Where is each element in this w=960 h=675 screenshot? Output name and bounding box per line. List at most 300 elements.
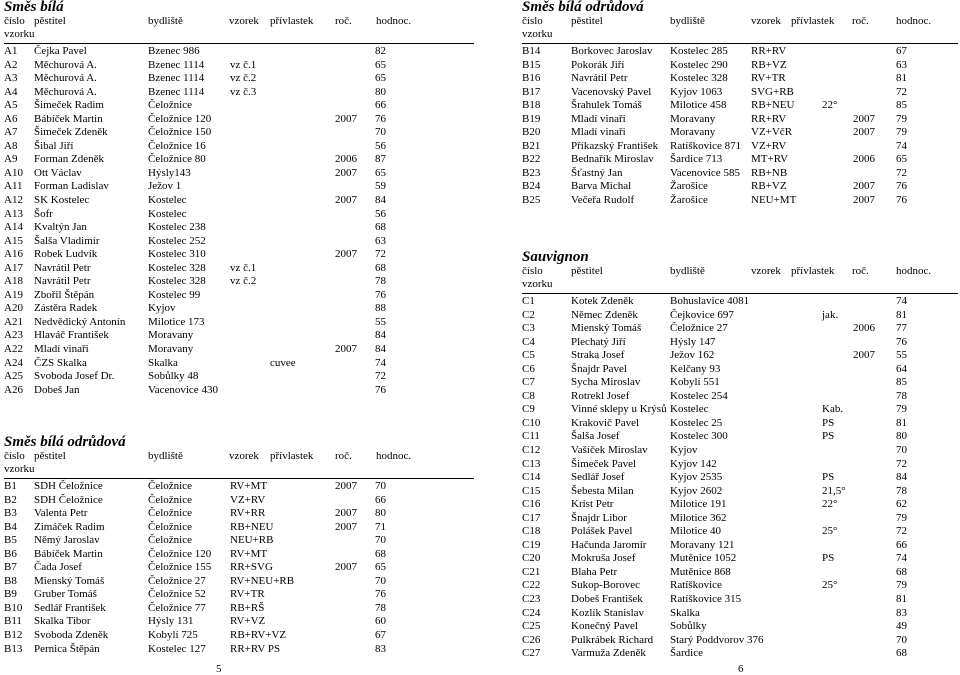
col-pestitel-header: pěstitel xyxy=(34,450,66,462)
table-row xyxy=(4,262,474,276)
section-sauvignon xyxy=(522,250,958,661)
table-row xyxy=(4,561,474,575)
cell-bydliste: Kyjov 2535 xyxy=(670,471,723,484)
cell-hodnoc: 70 xyxy=(896,444,907,457)
cell-cislo: B14 xyxy=(522,45,541,57)
cell-bydliste: Moravany 121 xyxy=(670,538,735,551)
cell-pestitel: Skalka Tibor xyxy=(34,615,91,628)
cell-hodnoc: 70 xyxy=(375,126,386,139)
cell-pestitel: Mladí vinaři xyxy=(571,126,626,139)
cell-vzorek: RR+RV PS xyxy=(230,642,281,655)
table-row xyxy=(522,349,958,363)
table-row xyxy=(4,507,474,521)
cell-bydliste: Kostelec 310 xyxy=(148,248,206,261)
table-row xyxy=(522,99,958,113)
table-row xyxy=(4,99,474,113)
section-title: Sauvignon xyxy=(522,249,589,265)
table-row xyxy=(522,620,958,634)
table-row xyxy=(522,59,958,73)
col-roc-header: roč. xyxy=(852,15,869,27)
cell-bydliste: Kostelec 328 xyxy=(148,261,206,274)
cell-hodnoc: 76 xyxy=(896,335,907,348)
col-privlastek-header: přívlastek xyxy=(270,15,314,27)
col-privlastek-header: přívlastek xyxy=(791,265,835,277)
cell-cislo: A21 xyxy=(4,315,23,328)
cell-pestitel: Pernica Štěpán xyxy=(34,642,100,655)
cell-hodnoc: 68 xyxy=(896,565,907,578)
cell-pestitel: SDH Čeložnice xyxy=(34,493,103,506)
cell-hodnoc: 85 xyxy=(896,99,907,112)
table-row xyxy=(522,167,958,181)
cell-cislo: A2 xyxy=(4,58,18,71)
table-row xyxy=(4,235,474,249)
cell-privlastek: 21,5° xyxy=(822,484,846,497)
cell-pestitel: Sycha Miroslav xyxy=(571,376,641,389)
cell-cislo: A13 xyxy=(4,207,23,220)
cell-bydliste: Kobylí 551 xyxy=(670,376,720,389)
cell-bydliste: Kostelec 99 xyxy=(148,288,201,301)
cell-hodnoc: 76 xyxy=(375,588,386,601)
cell-cislo: B12 xyxy=(4,629,23,642)
cell-hodnoc: 71 xyxy=(375,520,386,533)
cell-pestitel: Mienský Tomáš xyxy=(34,574,105,587)
cell-cislo: B16 xyxy=(522,72,541,85)
table-row xyxy=(4,384,474,398)
cell-roc: 2007 xyxy=(335,561,357,574)
cell-privlastek: 25° xyxy=(822,579,838,592)
cell-bydliste: Čeložnice 120 xyxy=(148,547,212,560)
cell-pestitel: Vašíček Miroslav xyxy=(571,444,648,457)
cell-cislo: C17 xyxy=(522,511,541,524)
cell-cislo: C20 xyxy=(522,552,541,565)
cell-bydliste: Mutěnice 1052 xyxy=(670,552,737,565)
cell-cislo: C9 xyxy=(522,403,535,416)
cell-pestitel: Zbořil Štěpán xyxy=(34,288,95,301)
table-row xyxy=(4,59,474,73)
cell-roc: 2007 xyxy=(853,112,875,125)
cell-hodnoc: 72 xyxy=(375,370,386,383)
cell-pestitel: Rotrekl Josef xyxy=(571,389,630,402)
cell-bydliste: Žarošice xyxy=(670,194,708,207)
cell-hodnoc: 56 xyxy=(375,139,386,152)
cell-pestitel: Pulkrábek Richard xyxy=(571,633,654,646)
table-row xyxy=(522,180,958,194)
table-row xyxy=(522,539,958,553)
cell-hodnoc: 59 xyxy=(375,180,386,193)
cell-bydliste: Čeložnice 80 xyxy=(148,153,206,166)
cell-roc: 2007 xyxy=(853,126,875,139)
cell-vzorek: VZ+RV xyxy=(751,139,787,152)
cell-hodnoc: 63 xyxy=(375,234,386,247)
cell-cislo: B25 xyxy=(522,194,541,207)
cell-bydliste: Čeložnice xyxy=(148,99,192,112)
table-row xyxy=(4,72,474,86)
cell-hodnoc: 84 xyxy=(375,343,386,356)
cell-cislo: C16 xyxy=(522,498,541,511)
cell-cislo: A15 xyxy=(4,234,23,247)
cell-cislo: B3 xyxy=(4,507,17,520)
cell-hodnoc: 72 xyxy=(896,166,907,179)
cell-pestitel: Šalša Vladimír xyxy=(34,234,100,247)
col-cislo-header: číslo xyxy=(4,450,25,462)
cell-roc: 2007 xyxy=(335,507,357,520)
cell-cislo: A22 xyxy=(4,343,23,356)
cell-hodnoc: 79 xyxy=(896,126,907,139)
cell-pestitel: Šimeček Radim xyxy=(34,99,104,112)
cell-bydliste: Hýsly 147 xyxy=(670,335,716,348)
cell-pestitel: Bábíček Martin xyxy=(34,547,103,560)
cell-hodnoc: 74 xyxy=(896,295,907,307)
cell-bydliste: Ježov 1 xyxy=(148,180,182,193)
cell-cislo: B24 xyxy=(522,180,541,193)
cell-cislo: C11 xyxy=(522,430,540,443)
cell-vzorek: RR+RV xyxy=(751,112,787,125)
table-row xyxy=(522,593,958,607)
cell-pestitel: ČZS Skalka xyxy=(34,356,87,369)
cell-hodnoc: 76 xyxy=(896,180,907,193)
cell-pestitel: Barva Michal xyxy=(571,180,632,193)
cell-bydliste: Čeložnice 155 xyxy=(148,561,212,574)
cell-pestitel: Zimáček Radim xyxy=(34,520,105,533)
col-vzorek-header: vzorek xyxy=(229,15,259,27)
col-cislo-header-line2: vzorku xyxy=(522,278,553,290)
cell-pestitel: Bednařík Miroslav xyxy=(571,153,654,166)
cell-vzorek: RV+VZ xyxy=(230,615,266,628)
col-cislo-header-line2: vzorku xyxy=(4,463,35,475)
cell-pestitel: Krist Petr xyxy=(571,498,614,511)
cell-cislo: A14 xyxy=(4,221,23,234)
cell-bydliste: Čeložnice 27 xyxy=(670,322,728,335)
cell-hodnoc: 84 xyxy=(375,194,386,207)
cell-bydliste: Kyjov 1063 xyxy=(670,85,723,98)
cell-cislo: B1 xyxy=(4,480,17,492)
cell-hodnoc: 72 xyxy=(375,248,386,261)
col-cislo-header-line2: vzorku xyxy=(522,28,553,40)
cell-cislo: A19 xyxy=(4,288,23,301)
cell-roc: 2007 xyxy=(853,194,875,207)
cell-bydliste: Bzenec 1114 xyxy=(148,58,205,71)
cell-cislo: C7 xyxy=(522,376,535,389)
cell-pestitel: Plechatý Jiří xyxy=(571,335,626,348)
cell-vzorek: RB+NEU xyxy=(230,520,274,533)
cell-bydliste: Kostelec 252 xyxy=(148,234,206,247)
header-rule xyxy=(522,43,958,44)
col-privlastek-header: přívlastek xyxy=(791,15,835,27)
table-row xyxy=(522,485,958,499)
cell-pestitel: Měchurová A. xyxy=(34,58,97,71)
cell-cislo: B7 xyxy=(4,561,17,574)
cell-hodnoc: 81 xyxy=(896,72,907,85)
col-privlastek-header: přívlastek xyxy=(270,450,314,462)
table-row xyxy=(522,322,958,336)
table-row xyxy=(522,403,958,417)
cell-privlastek: PS xyxy=(822,430,835,443)
cell-vzorek: vz č.3 xyxy=(230,85,257,98)
cell-pestitel: Bábíček Martin xyxy=(34,112,103,125)
cell-cislo: A10 xyxy=(4,166,23,179)
cell-pestitel: Straka Josef xyxy=(571,349,625,362)
cell-cislo: B20 xyxy=(522,126,541,139)
cell-roc: 2007 xyxy=(335,194,357,207)
table-row xyxy=(522,86,958,100)
cell-privlastek: 22° xyxy=(822,99,838,112)
table-row xyxy=(522,140,958,154)
cell-bydliste: Moravany xyxy=(670,126,716,139)
cell-bydliste: Kyjov 2602 xyxy=(670,484,723,497)
cell-bydliste: Čeložnice 16 xyxy=(148,139,206,152)
cell-cislo: C3 xyxy=(522,322,535,335)
cell-privlastek: Kab. xyxy=(822,403,844,416)
cell-bydliste: Čeložnice 150 xyxy=(148,126,212,139)
cell-pestitel: Navrátil Petr xyxy=(34,261,91,274)
col-pestitel-header: pěstitel xyxy=(571,265,603,277)
col-bydliste-header: bydliště xyxy=(670,265,705,277)
cell-roc: 2007 xyxy=(335,480,357,492)
cell-bydliste: Šardice xyxy=(670,647,703,660)
cell-cislo: C18 xyxy=(522,525,541,538)
cell-hodnoc: 78 xyxy=(375,275,386,288)
cell-bydliste: Milotice 191 xyxy=(670,498,727,511)
col-pestitel-header: pěstitel xyxy=(571,15,603,27)
cell-cislo: A4 xyxy=(4,85,18,98)
cell-bydliste: Kostelec 254 xyxy=(670,389,728,402)
cell-hodnoc: 65 xyxy=(375,166,386,179)
cell-hodnoc: 74 xyxy=(896,552,907,565)
cell-cislo: C22 xyxy=(522,579,541,592)
cell-cislo: C6 xyxy=(522,362,535,375)
cell-pestitel: Šalša Josef xyxy=(571,430,620,443)
cell-pestitel: Čada Josef xyxy=(34,561,82,574)
cell-pestitel: SDH Čeložnice xyxy=(34,480,103,492)
cell-hodnoc: 49 xyxy=(896,620,907,633)
cell-hodnoc: 68 xyxy=(375,261,386,274)
table-row xyxy=(4,615,474,629)
cell-bydliste: Kostelec 127 xyxy=(148,642,206,655)
cell-vzorek: RV+TR xyxy=(230,588,265,601)
table-row xyxy=(4,167,474,181)
wine-table xyxy=(522,295,958,661)
col-cislo-header: číslo xyxy=(4,15,25,27)
cell-cislo: B15 xyxy=(522,58,541,71)
cell-hodnoc: 80 xyxy=(375,85,386,98)
table-row xyxy=(4,180,474,194)
cell-hodnoc: 60 xyxy=(375,615,386,628)
cell-vzorek: RR+SVG xyxy=(230,561,273,574)
cell-bydliste: Bzenec 1114 xyxy=(148,85,205,98)
cell-roc: 2006 xyxy=(853,322,875,335)
cell-bydliste: Skalka xyxy=(148,356,178,369)
cell-bydliste: Čeložnice 27 xyxy=(148,574,206,587)
cell-bydliste: Bzenec 1114 xyxy=(148,72,205,85)
cell-pestitel: Šnajdr Libor xyxy=(571,511,627,524)
cell-bydliste: Kelčany 93 xyxy=(670,362,721,375)
cell-hodnoc: 66 xyxy=(375,493,386,506)
cell-pestitel: Varmuža Zdeněk xyxy=(571,647,646,660)
table-row xyxy=(4,494,474,508)
cell-hodnoc: 81 xyxy=(896,416,907,429)
col-cislo-header: číslo xyxy=(522,265,543,277)
table-row xyxy=(522,295,958,309)
cell-bydliste: Hýsly143 xyxy=(148,166,191,179)
cell-hodnoc: 68 xyxy=(375,547,386,560)
table-row xyxy=(522,444,958,458)
cell-hodnoc: 72 xyxy=(896,525,907,538)
cell-cislo: C2 xyxy=(522,308,535,321)
col-vzorek-header: vzorek xyxy=(751,15,781,27)
cell-cislo: A20 xyxy=(4,302,23,315)
cell-bydliste: Čeložnice xyxy=(148,520,192,533)
cell-cislo: A24 xyxy=(4,356,23,369)
col-cislo-header: číslo xyxy=(522,15,543,27)
cell-cislo: C14 xyxy=(522,471,541,484)
cell-cislo: B13 xyxy=(4,642,23,655)
col-bydliste-header: bydliště xyxy=(148,15,183,27)
cell-privlastek: cuvee xyxy=(270,356,296,369)
cell-cislo: B10 xyxy=(4,601,23,614)
table-row xyxy=(4,126,474,140)
cell-cislo: B9 xyxy=(4,588,17,601)
cell-hodnoc: 85 xyxy=(896,376,907,389)
cell-pestitel: Večeřa Rudolf xyxy=(571,194,635,207)
cell-hodnoc: 84 xyxy=(896,471,907,484)
cell-cislo: A8 xyxy=(4,139,18,152)
cell-bydliste: Hýsly 131 xyxy=(148,615,194,628)
cell-bydliste: Čeložnice xyxy=(148,507,192,520)
cell-bydliste: Kostelec 300 xyxy=(670,430,728,443)
cell-cislo: A18 xyxy=(4,275,23,288)
cell-bydliste: Čeložnice 52 xyxy=(148,588,206,601)
cell-hodnoc: 79 xyxy=(896,511,907,524)
col-pestitel-header: pěstitel xyxy=(34,15,66,27)
cell-vzorek: VZ+RV xyxy=(230,493,266,506)
page-number: 6 xyxy=(738,663,744,675)
table-row xyxy=(522,512,958,526)
cell-pestitel: Příkazský František xyxy=(571,139,659,152)
table-row xyxy=(4,248,474,262)
cell-pestitel: Valenta Petr xyxy=(34,507,88,520)
cell-roc: 2006 xyxy=(335,153,357,166)
cell-pestitel: Šimeček Pavel xyxy=(571,457,637,470)
table-row xyxy=(4,343,474,357)
cell-pestitel: Krakovič Pavel xyxy=(571,416,640,429)
cell-hodnoc: 74 xyxy=(896,139,907,152)
table-row xyxy=(522,430,958,444)
cell-pestitel: Svoboda Josef Dr. xyxy=(34,370,115,383)
cell-cislo: B8 xyxy=(4,574,17,587)
cell-bydliste: Moravany xyxy=(670,112,716,125)
cell-hodnoc: 55 xyxy=(375,315,386,328)
col-hodnoc-header: hodnoc. xyxy=(376,15,412,27)
cell-cislo: B19 xyxy=(522,112,541,125)
wine-table xyxy=(522,45,958,208)
table-row xyxy=(522,417,958,431)
table-row xyxy=(522,458,958,472)
cell-hodnoc: 79 xyxy=(896,403,907,416)
header-rule xyxy=(522,293,958,294)
cell-cislo: C12 xyxy=(522,444,541,457)
cell-bydliste: Sobůlky 48 xyxy=(148,370,199,383)
table-row xyxy=(4,357,474,371)
column-header xyxy=(522,265,958,278)
cell-cislo: A6 xyxy=(4,112,18,125)
cell-hodnoc: 78 xyxy=(375,601,386,614)
cell-vzorek: RV+MT xyxy=(230,480,268,492)
cell-hodnoc: 80 xyxy=(375,507,386,520)
table-row xyxy=(522,45,958,59)
cell-hodnoc: 55 xyxy=(896,349,907,362)
cell-cislo: B4 xyxy=(4,520,17,533)
right-page xyxy=(480,0,960,675)
cell-roc: 2007 xyxy=(335,112,357,125)
cell-bydliste: Čeložnice xyxy=(148,534,192,547)
table-row xyxy=(4,194,474,208)
col-roc-header: roč. xyxy=(335,15,352,27)
cell-pestitel: Mokruša Josef xyxy=(571,552,636,565)
column-header xyxy=(4,15,474,28)
table-row xyxy=(4,140,474,154)
cell-hodnoc: 66 xyxy=(375,99,386,112)
cell-pestitel: Konečný Pavel xyxy=(571,620,638,633)
section-title: Směs bílá odrůdová xyxy=(4,434,126,450)
cell-vzorek: NEU+MT xyxy=(751,194,797,207)
cell-vzorek: RB+RV+VZ xyxy=(230,629,287,642)
section-title: Směs bílá xyxy=(4,0,64,15)
section-smes-bila-odrudova xyxy=(4,435,474,656)
cell-hodnoc: 70 xyxy=(375,480,386,492)
cell-cislo: C8 xyxy=(522,389,535,402)
table-row xyxy=(522,363,958,377)
col-roc-header: roč. xyxy=(335,450,352,462)
cell-roc: 2007 xyxy=(335,520,357,533)
col-roc-header: roč. xyxy=(852,265,869,277)
table-row xyxy=(522,376,958,390)
cell-cislo: C25 xyxy=(522,620,541,633)
cell-vzorek: RV+RR xyxy=(230,507,266,520)
cell-bydliste: Bzenec 986 xyxy=(148,45,200,57)
cell-hodnoc: 80 xyxy=(896,430,907,443)
cell-hodnoc: 87 xyxy=(375,153,386,166)
cell-cislo: C21 xyxy=(522,565,541,578)
cell-bydliste: Žarošice xyxy=(670,180,708,193)
cell-hodnoc: 65 xyxy=(896,153,907,166)
cell-bydliste: Kyjov xyxy=(670,444,698,457)
cell-pestitel: Mienský Tomáš xyxy=(571,322,642,335)
cell-privlastek: 25° xyxy=(822,525,838,538)
cell-pestitel: Zástěra Radek xyxy=(34,302,98,315)
cell-hodnoc: 70 xyxy=(375,574,386,587)
table-row xyxy=(522,153,958,167)
cell-hodnoc: 83 xyxy=(896,606,907,619)
cell-cislo: C13 xyxy=(522,457,541,470)
cell-bydliste: Ježov 162 xyxy=(670,349,715,362)
cell-pestitel: Sukop-Borovec xyxy=(571,579,641,592)
cell-cislo: C27 xyxy=(522,647,541,660)
table-row xyxy=(4,370,474,384)
cell-roc: 2007 xyxy=(853,349,875,362)
table-row xyxy=(4,45,474,59)
cell-hodnoc: 77 xyxy=(896,322,907,335)
cell-bydliste: Čeložnice xyxy=(148,493,192,506)
table-row xyxy=(4,302,474,316)
cell-hodnoc: 72 xyxy=(896,457,907,470)
cell-cislo: C10 xyxy=(522,416,541,429)
table-row xyxy=(522,194,958,208)
section-smes-bila xyxy=(4,0,474,397)
table-row xyxy=(522,309,958,323)
cell-vzorek: MT+RV xyxy=(751,153,789,166)
table-row xyxy=(522,607,958,621)
cell-bydliste: Vacenovice 430 xyxy=(148,383,218,396)
